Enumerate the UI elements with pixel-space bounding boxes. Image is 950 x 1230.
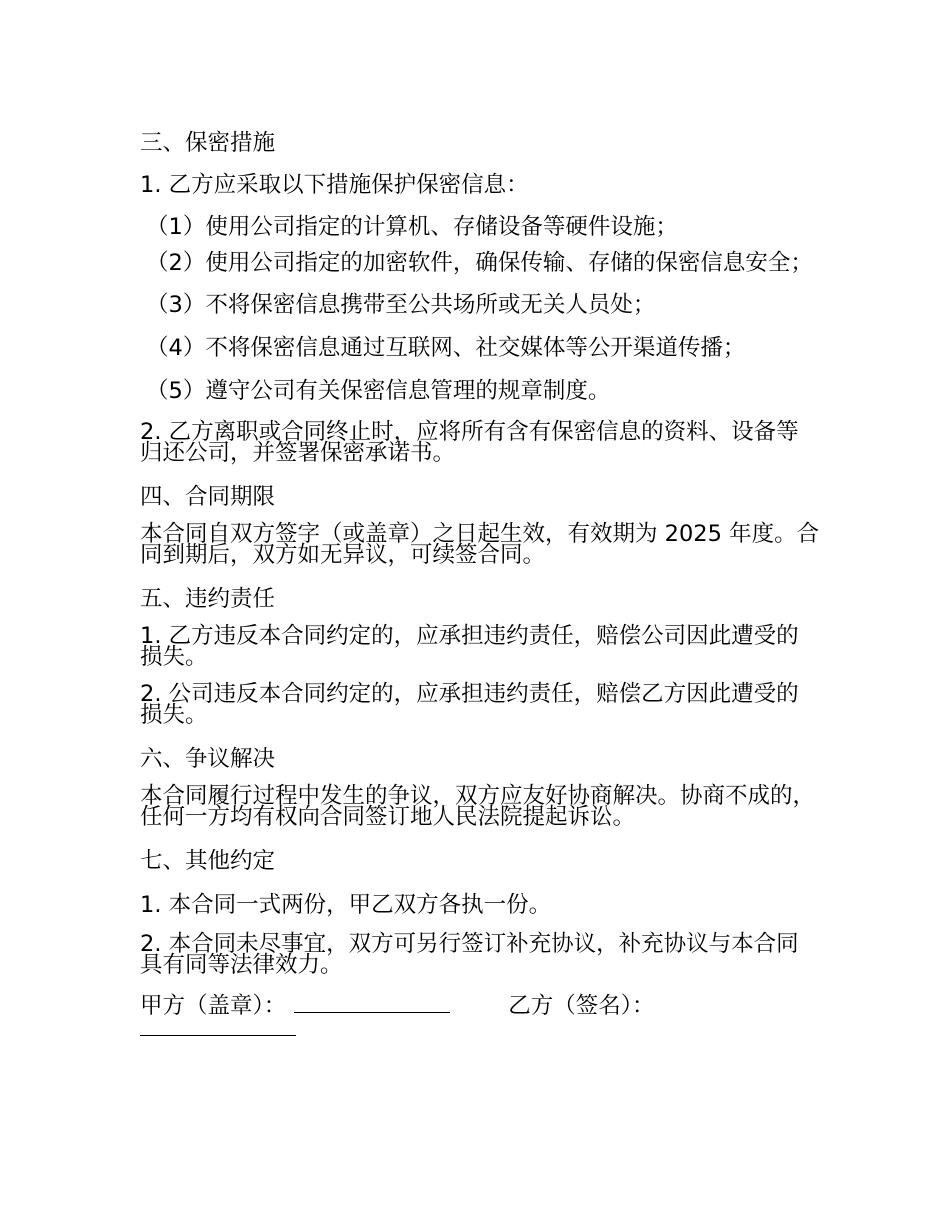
section-heading-confidentiality: 三、保密措施	[140, 130, 276, 156]
confidentiality-subitem-2: （2）使用公司指定的加密软件，确保传输、存储的保密信息安全；	[146, 250, 813, 276]
section-heading-other: 七、其他约定	[140, 848, 276, 874]
other-clause-2: 2. 本合同未尽事宜，双方可另行签订补充协议，补充协议与本合同具有同等法律效力。	[140, 931, 799, 978]
signature-row	[140, 988, 820, 1023]
other-clause-1: 1. 本合同一式两份，甲乙双方各执一份。	[140, 892, 552, 918]
confidentiality-subitem-4: （4）不将保密信息通过互联网、社交媒体等公开渠道传播；	[146, 335, 746, 361]
confidentiality-subitem-5: （5）遵守公司有关保密信息管理的规章制度。	[146, 378, 611, 404]
party-a-label: 甲方（盖章）：	[140, 993, 287, 1019]
confidentiality-clause-2: 2. 乙方离职或合同终止时，应将所有含有保密信息的资料、设备等归还公司，并签署保密承诺书。	[140, 419, 799, 466]
party-b-label: 乙方（签名）：	[508, 993, 655, 1019]
section-heading-liability: 五、违约责任	[140, 586, 276, 612]
liability-clause-1: 1. 乙方违反本合同约定的，应承担违约责任，赔偿公司因此遭受的损失。	[140, 623, 799, 670]
section-heading-dispute: 六、争议解决	[140, 746, 276, 772]
party-b-signature-line	[140, 1025, 296, 1036]
liability-clause-2: 2. 公司违反本合同约定的，应承担违约责任，赔偿乙方因此遭受的损失。	[140, 681, 799, 728]
confidentiality-subitem-1: （1）使用公司指定的计算机、存储设备等硬件设施；	[146, 214, 678, 240]
section-heading-term: 四、合同期限	[140, 484, 276, 510]
confidentiality-subitem-3: （3）不将保密信息携带至公共场所或无关人员处；	[146, 292, 656, 318]
confidentiality-clause-1: 1. 乙方应采取以下措施保护保密信息：	[140, 172, 529, 198]
term-clause: 本合同自双方签字（或盖章）之日起生效，有效期为 2025 年度。合同到期后，双方如无异议，可续签合同。	[140, 521, 820, 568]
contract-body	[140, 126, 820, 1036]
party-a-signature-line	[294, 988, 450, 1013]
dispute-clause: 本合同履行过程中发生的争议，双方应友好协商解决。协商不成的，任何一方均有权向合同签订地人民法院提起诉讼。	[140, 783, 816, 830]
